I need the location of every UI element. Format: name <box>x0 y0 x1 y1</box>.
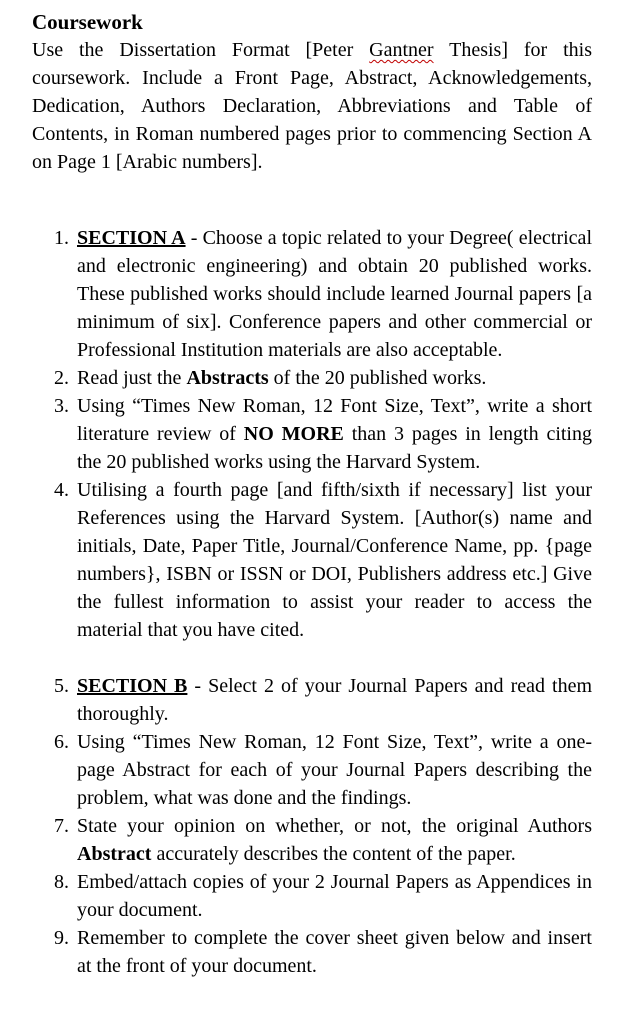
item-number: 7. <box>54 815 69 837</box>
spacer <box>32 176 592 224</box>
list-item-2 <box>32 364 592 392</box>
list-item-9 <box>32 924 592 980</box>
item-text: State your opinion on whether, or not, the original Authors <box>77 815 592 837</box>
item-number: 8. <box>54 871 69 893</box>
intro-paragraph <box>32 36 592 176</box>
item-number: 3. <box>54 395 69 417</box>
section-a-label: SECTION A <box>77 227 186 249</box>
item-bold: Abstract <box>77 843 152 865</box>
intro-part2: Thesis] for this coursework. Include a Front Page, Abstract, Acknowledgements, Dedication, Authors Declaration, Abbreviations and Table of Contents, in Roman numbered pages prior to commencing Section A on Page 1 [Arabic numbers]. <box>32 39 592 173</box>
item-text: Using “Times New Roman, 12 Font Size, Text”, write a one-page Abstract for each of your Journal Papers describing the problem, what was done and the findings. <box>77 731 592 809</box>
instruction-list <box>32 224 592 644</box>
list-item-6 <box>32 728 592 812</box>
item-text: Read just the <box>77 367 187 389</box>
item-text: Utilising a fourth page [and fifth/sixth if necessary] list your References using the Harvard System. [Author(s) name and initials, Date, Paper Title, Journal/Conference Name, pp. {page numbers}, ISBN or ISSN or DOI, Publishers address etc.] Give the fullest information to assist your reader to access the material that you have cited. <box>77 479 592 641</box>
item-text: of the 20 published works. <box>268 367 487 389</box>
section-b-label: SECTION B <box>77 675 188 697</box>
list-item-4 <box>32 476 592 644</box>
item-bold: NO MORE <box>243 423 344 445</box>
item-text: - Select 2 of your Journal Papers and read them thoroughly. <box>77 675 593 725</box>
item-number: 1. <box>54 227 69 249</box>
list-item-5 <box>32 672 592 728</box>
item-number: 6. <box>54 731 69 753</box>
intro-part1: Use the Dissertation Format [Peter <box>32 39 370 61</box>
item-text: Using “Times New Roman, 12 Font Size, Text”, write a short literature review of <box>77 395 592 445</box>
list-item-7 <box>32 812 592 868</box>
instruction-list-b <box>32 672 592 980</box>
list-item-1 <box>32 224 592 364</box>
item-number: 5. <box>54 675 69 697</box>
item-number: 4. <box>54 479 69 501</box>
item-number: 2. <box>54 367 69 389</box>
heading: Coursework <box>32 10 143 34</box>
author-name: Gantner <box>369 39 434 61</box>
item-number: 9. <box>54 927 69 949</box>
item-bold: Abstracts <box>186 367 269 389</box>
item-text: Remember to complete the cover sheet given below and insert at the front of your document. <box>77 927 592 977</box>
spacer <box>32 644 592 672</box>
list-item-3 <box>32 392 592 476</box>
item-text: Embed/attach copies of your 2 Journal Papers as Appendices in your document. <box>77 871 592 921</box>
item-text: than 3 pages in length citing the 20 published works using the Harvard System. <box>77 423 592 473</box>
list-item-8 <box>32 868 592 924</box>
item-text: - Choose a topic related to your Degree( electrical and electronic engineering) and obtain 20 published works. These published works should include learned Journal papers [a minimum of six]. Conference papers and other commercial or Professional Institution materials are also acceptable. <box>77 227 592 361</box>
item-text: accurately describes the content of the paper. <box>151 843 516 865</box>
